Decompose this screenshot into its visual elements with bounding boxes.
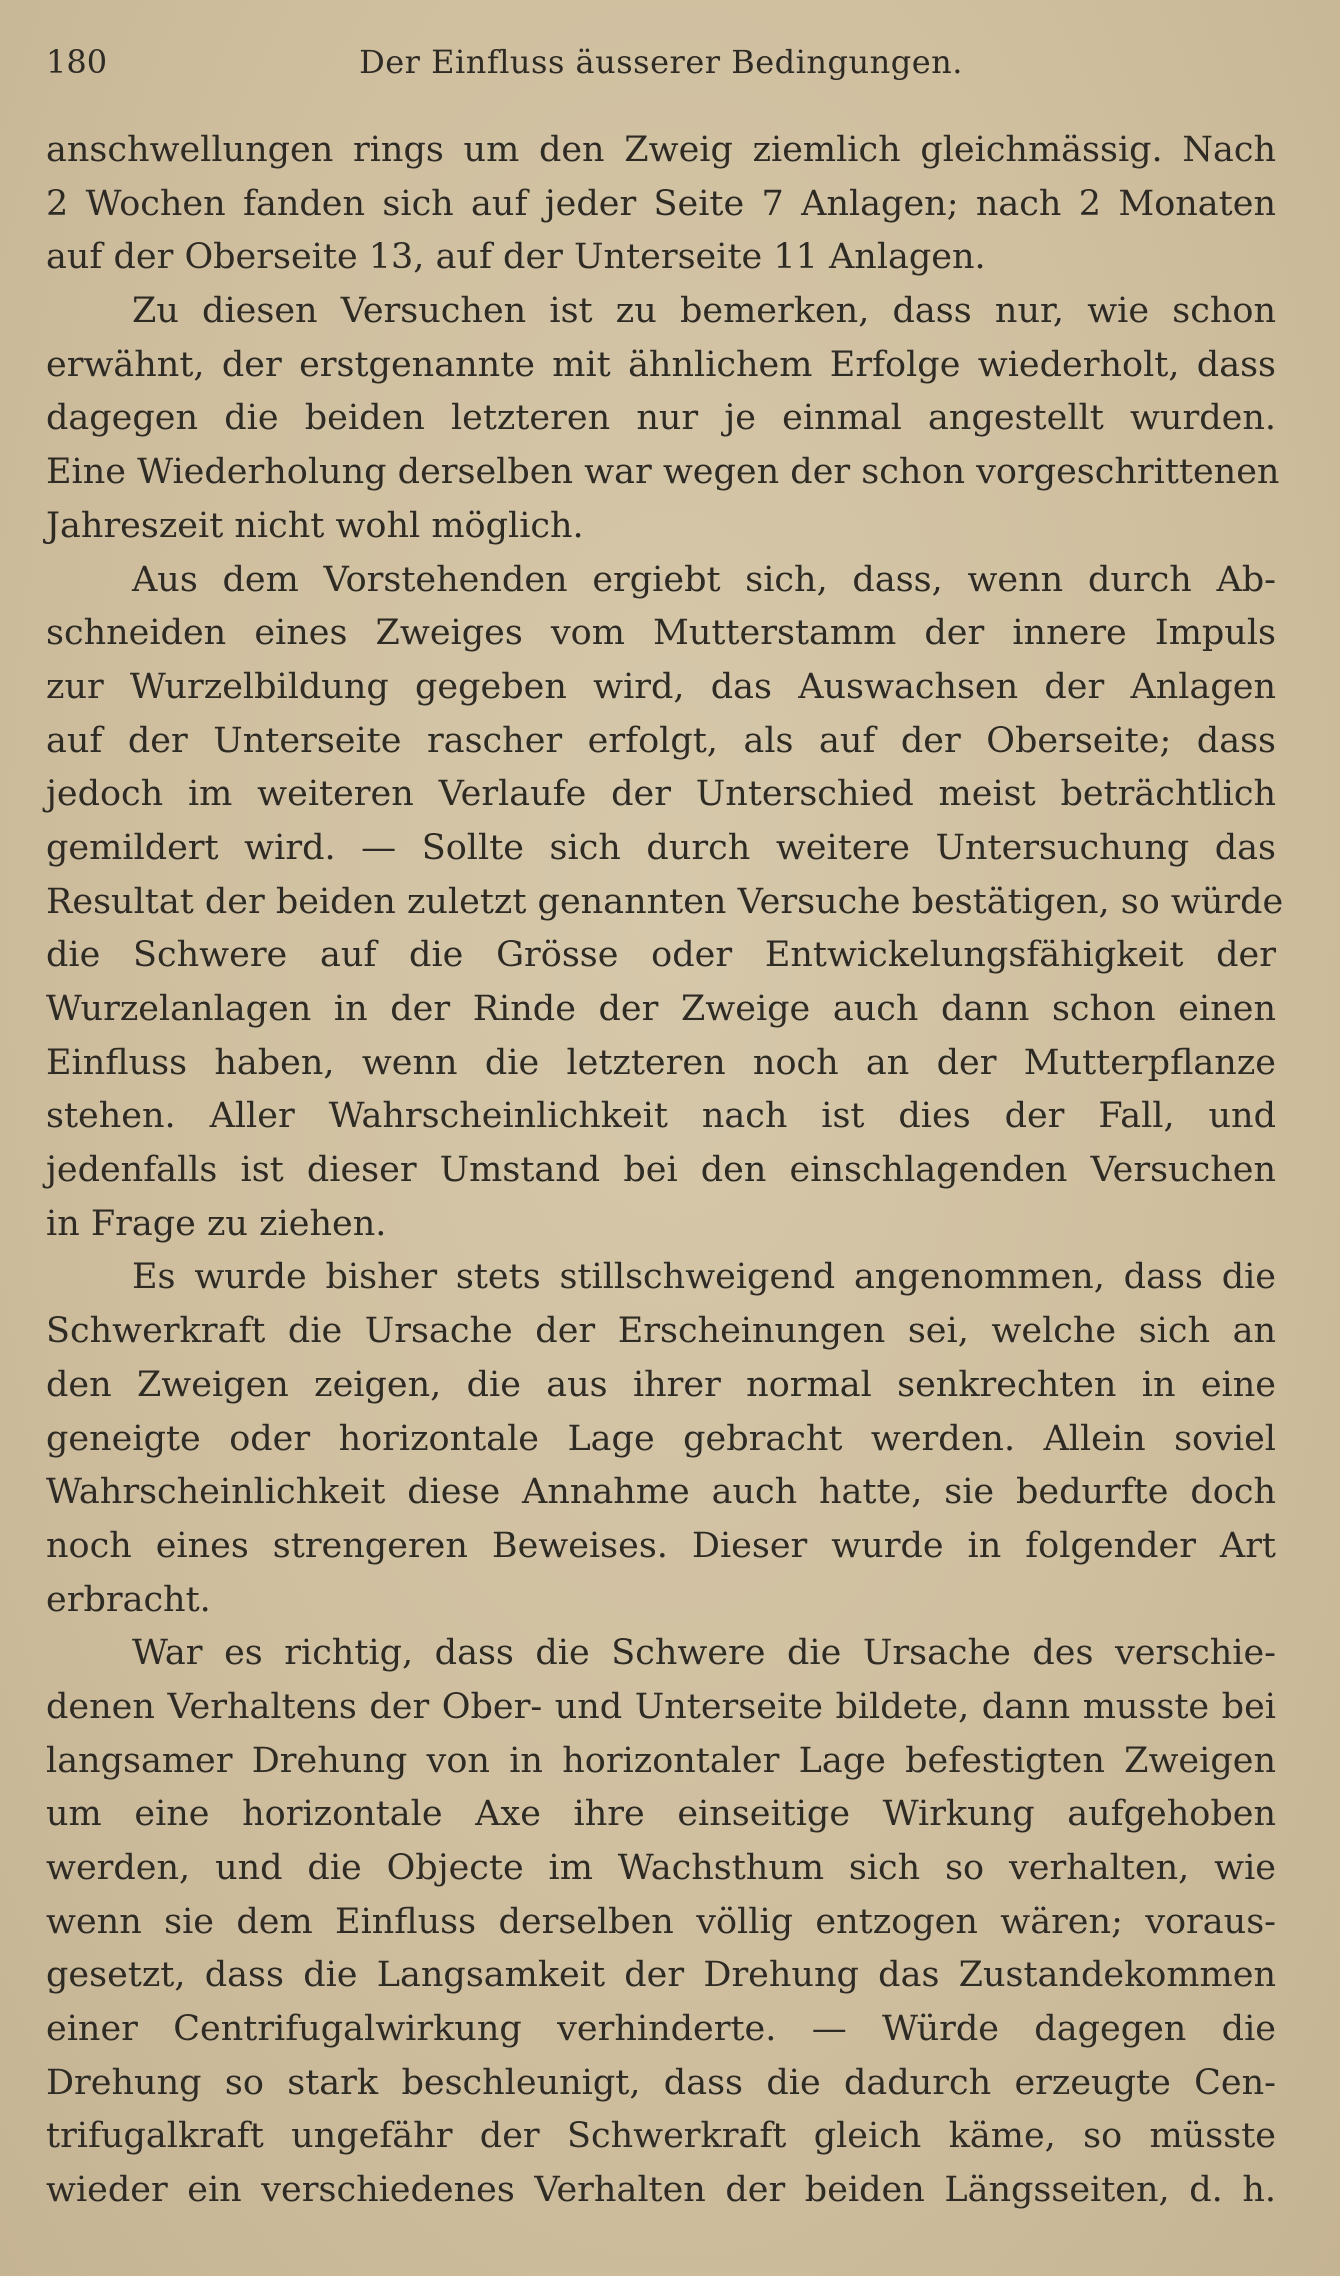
text-line: auf der Unterseite rascher erfolgt, als auf der Oberseite; dass — [46, 720, 1276, 761]
text-line: die Schwere auf die Grösse oder Entwickelungsfähigkeit der — [46, 935, 1276, 976]
text-line: Jahreszeit nicht wohl möglich. — [46, 505, 584, 546]
paragraph — [46, 554, 1284, 1252]
page-header — [46, 38, 1276, 86]
text-line: stehen. Aller Wahrscheinlichkeit nach ist dies der Fall, und — [46, 1096, 1276, 1137]
text-line: Aus dem Vorstehenden ergiebt sich, dass, wenn durch Ab- — [132, 559, 1276, 600]
text-line: jedenfalls ist dieser Umstand bei den einschlagenden Versuchen — [46, 1150, 1276, 1191]
text-line: erwähnt, der erstgenannte mit ähnlichem Erfolge wiederholt, dass — [46, 344, 1276, 385]
text-line: 2 Wochen fanden sich auf jeder Seite 7 Anlagen; nach 2 Monaten — [46, 183, 1276, 224]
text-line: gesetzt, dass die Langsamkeit der Drehung das Zustandekommen — [46, 1955, 1276, 1996]
text-line: Zu diesen Versuchen ist zu bemerken, dass nur, wie schon — [132, 291, 1276, 332]
text-line: gemildert wird. — Sollte sich durch weitere Untersuchung das — [46, 827, 1276, 868]
text-line: werden, und die Objecte im Wachsthum sich so verhalten, wie — [46, 1848, 1276, 1888]
paragraph — [46, 124, 1276, 285]
text-line: Einfluss haben, wenn die letzteren noch an der Mutterpflanze — [46, 1042, 1276, 1083]
text-line: langsamer Drehung von in horizontaler Lage befestigten Zweigen — [46, 1740, 1276, 1781]
text-line: dagegen die beiden letzteren nur je einmal angestellt wurden. — [46, 398, 1276, 439]
text-line: schneiden eines Zweiges vom Mutterstamm der innere Impuls — [46, 613, 1276, 654]
text-line: denen Verhaltens der Ober- und Unterseite bildete, dann musste bei — [46, 1686, 1276, 1727]
text-line: noch eines strengeren Beweises. Dieser wurde in folgender Art — [46, 1525, 1276, 1566]
body-text — [46, 124, 1284, 2218]
text-line: Schwerkraft die Ursache der Erscheinungen sei, welche sich an — [46, 1311, 1276, 1352]
text-line: in Frage zu ziehen. — [46, 1203, 387, 1244]
text-line: auf der Oberseite 13, auf der Unterseite 11 Anlagen. — [46, 237, 986, 278]
paragraph — [46, 1627, 1276, 2218]
text-line: Drehung so stark beschleunigt, dass die dadurch erzeugte Cen- — [46, 2062, 1276, 2103]
running-title: Der Einfluss äusserer Bedingungen. — [359, 43, 963, 81]
text-line: Wahrscheinlichkeit diese Annahme auch hatte, sie bedurfte doch — [46, 1472, 1276, 1513]
text-line: erbracht. — [46, 1579, 211, 1620]
text-line: geneigte oder horizontale Lage gebracht werden. Allein soviel — [46, 1418, 1276, 1459]
text-line: um eine horizontale Axe ihre einseitige Wirkung aufgehoben — [46, 1794, 1276, 1835]
text-line: Resultat der beiden zuletzt genannten Versuche bestätigen, so würde — [46, 881, 1284, 922]
text-line: wenn sie dem Einfluss derselben völlig entzogen wären; voraus- — [46, 1901, 1276, 1942]
text-line: Eine Wiederholung derselben war wegen der schon vorgeschrittenen — [46, 452, 1280, 493]
text-line: jedoch im weiteren Verlaufe der Unterschied meist beträchtlich — [46, 774, 1276, 815]
page-number: 180 — [46, 43, 108, 81]
text-line: War es richtig, dass die Schwere die Ursache des verschie- — [132, 1633, 1276, 1674]
text-line: zur Wurzelbildung gegeben wird, das Auswachsen der Anlagen — [46, 666, 1276, 707]
text-line: Wurzelanlagen in der Rinde der Zweige auch dann schon einen — [46, 989, 1276, 1029]
paragraph — [46, 1251, 1276, 1627]
text-line: trifugalkraft ungefähr der Schwerkraft gleich käme, so müsste — [46, 2116, 1276, 2157]
text-line: anschwellungen rings um den Zweig ziemlich gleichmässig. Nach — [46, 130, 1276, 170]
text-line: den Zweigen zeigen, die aus ihrer normal senkrechten in eine — [46, 1364, 1276, 1405]
text-line: wieder ein verschiedenes Verhalten der beiden Längsseiten, d. h. — [46, 2170, 1276, 2211]
text-line: einer Centrifugalwirkung verhinderte. — Würde dagegen die — [46, 2009, 1276, 2050]
text-line: Es wurde bisher stets stillschweigend angenommen, dass die — [132, 1257, 1276, 1298]
paragraph — [46, 285, 1280, 553]
